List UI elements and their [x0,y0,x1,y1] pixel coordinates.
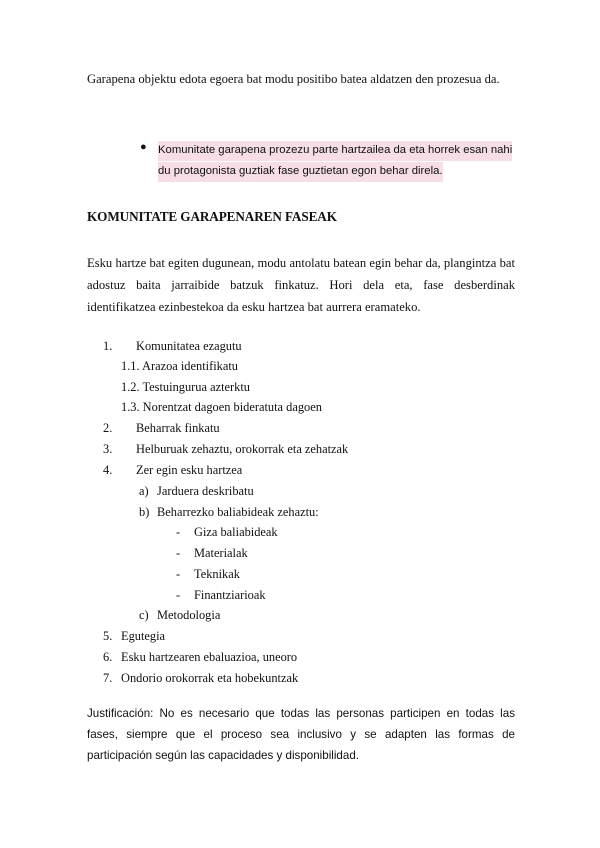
highlighted-bullet-line-1: Komunitate garapena prozezu parte hartzailea da eta horrek esan nahi [158,141,512,161]
list-item: Beharrak finkatu [136,421,220,435]
list-letter: b) [139,505,150,519]
list-letter: a) [139,484,149,498]
dash-marker: - [176,567,181,581]
resource-item: Materialak [194,546,248,560]
resource-item: Teknikak [194,567,240,581]
sub-list-item: Metodologia [157,608,221,622]
list-item: Zer egin esku hartzea [136,463,243,477]
list-number: 4. [103,463,113,477]
list-number: 6. [103,650,113,664]
list-item: Ondorio orokorrak eta hobekuntzak [121,671,299,685]
resource-item: Finantziarioak [194,588,266,602]
list-item: Esku hartzearen ebaluazioa, uneoro [121,650,298,664]
list-number: 2. [103,421,113,435]
list-item: Helburuak zehaztu, orokorrak eta zehatzak [136,442,349,456]
list-item: Komunitatea ezagutu [136,339,242,353]
list-item: Egutegia [121,629,166,643]
sub-list-item: 1.1. Arazoa identifikatu [121,359,238,373]
highlighted-bullet-line-2: du protagonista guztiak fase guztietan egon behar direla. [158,162,443,182]
intro-sentence: Garapena objektu edota egoera bat modu positibo batea aldatzen den prozesua da. [87,72,500,86]
list-letter: c) [139,608,149,622]
dash-marker: - [176,588,181,602]
dash-marker: - [176,525,181,539]
sub-list-item: 1.2. Testuingurua azterktu [121,380,250,394]
resource-item: Giza baliabideak [194,525,278,539]
list-number: 3. [103,442,113,456]
body-paragraph: Esku hartze bat egiten dugunean, modu antolatu batean egin behar da, plangintza bat adostuz baita jarraibide batzuk finkatuz. Hori dela eta, fase desberdinak identifikatzea ezinbestekoa da esku hartzea bat aurrera eramateko. [87,256,515,314]
list-number: 7. [103,671,113,685]
sub-list-item: Jarduera deskribatu [157,484,254,498]
sub-list-item: 1.3. Norentzat dagoen bideratuta dagoen [121,400,322,414]
bullet-icon: ● [140,141,147,153]
dash-marker: - [176,546,181,560]
list-number: 5. [103,629,113,643]
list-number: 1. [103,339,113,353]
section-heading: KOMUNITATE GARAPENAREN FASEAK [87,209,337,224]
sub-list-item: Beharrezko baliabideak zehaztu: [157,505,319,519]
justification-paragraph: Justificación: No es necesario que todas las personas participen en todas las fases, siempre que el proceso sea inclusivo y se adapten las formas de participación según las capacidades y disponibilidad. [87,707,515,762]
